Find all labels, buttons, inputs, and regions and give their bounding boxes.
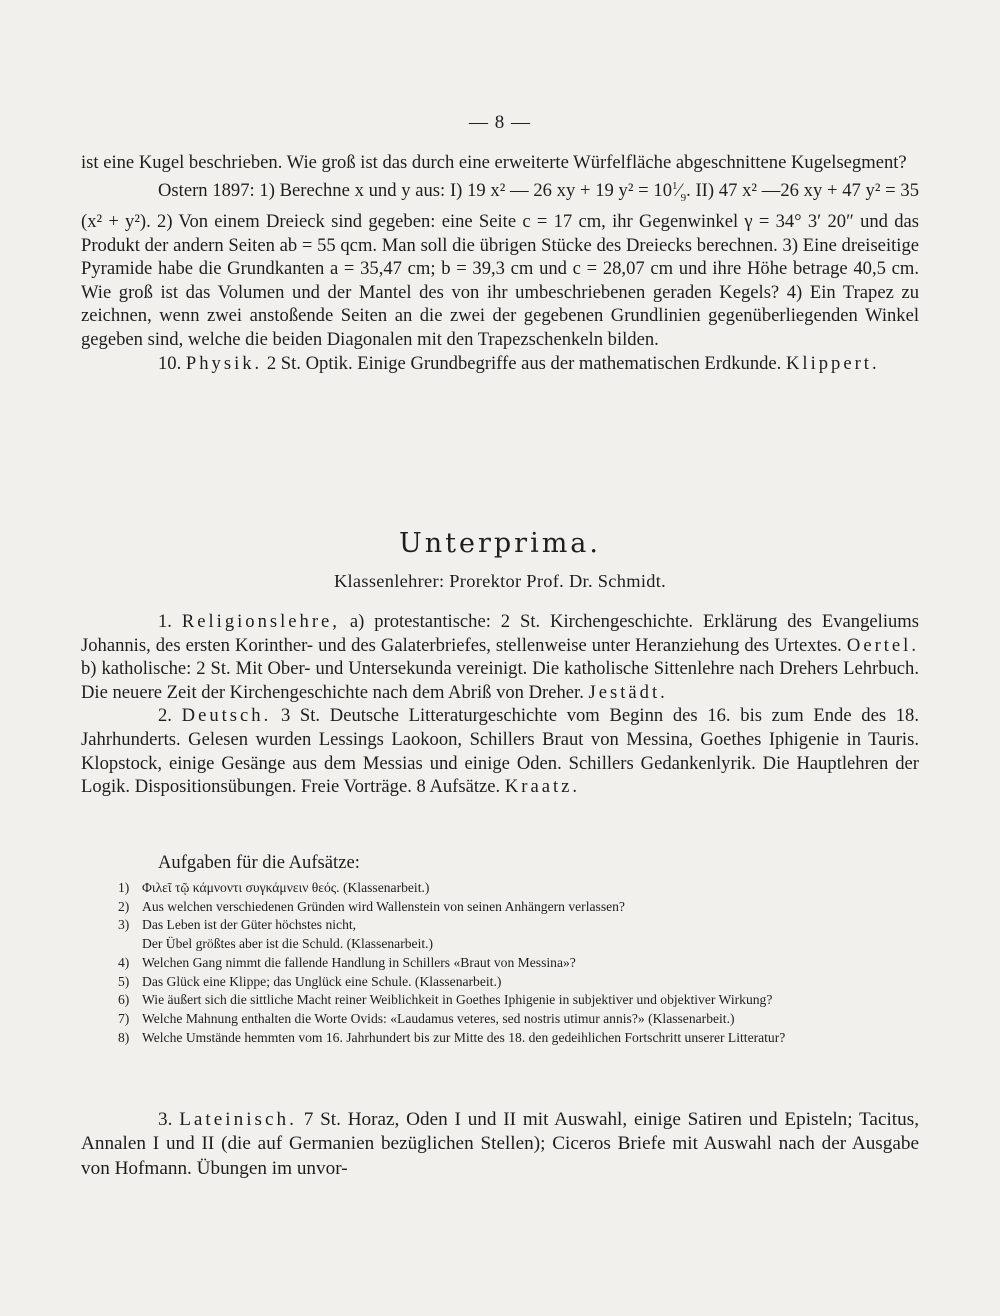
topic-text: Welche Umstände hemmten vom 16. Jahrhundert bis zur Mitte des 18. den gedeihlichen Fortschritt unserer Litteratur? [142, 1029, 786, 1045]
latein-number: 3. [158, 1109, 173, 1130]
topic-item [118, 1029, 918, 1048]
religion-text-a: a) protestantische: 2 St. Kirchengeschichte. Erklärung des Evangeliums Johannis, des ersten Korinther- und des Galaterbriefes, stellenweise unter Heranziehung des Urtextes. [81, 611, 919, 656]
class-teacher-line: Klassenlehrer: Prorektor Prof. Dr. Schmidt. [333, 571, 667, 591]
topic-number: 7) [118, 1010, 130, 1026]
topic-number: 3) [118, 917, 130, 933]
kugel-question: ist eine Kugel beschrieben. Wie groß ist das durch eine erweiterte Würfelfläche abgeschnittene Kugelsegment? [81, 152, 907, 173]
easter-problem-rest: . II) 47 x² —26 xy + 47 y² = 35 (x² + y²). 2) Von einem Dreieck sind gegeben: eine Seite c = 17 cm, ihr Gegenwinkel γ = 34° 3′ 20″ und das Produkt der andern Seiten ab = 55 qcm. Man soll die übrigen Stücke des Dreiecks berechnen. 3) Eine dreiseitige Pyramide habe die Grundkanten a = 35,47 cm; b = 39,3 cm und c = 28,07 cm und ihre Höhe betrage 40,5 cm. Wie groß ist das Volumen und der Mantel des von ihr umbeschriebenen geraden Kegels? 4) Ein Trapez zu zeichnen, wenn zwei anstoßende Seiten an die zwei der gegebenen Grundlinien gegenüberliegenden Winkel gegeben sind, welche die beiden Diagonalen mit den Trapezschenkeln bilden. [81, 179, 919, 351]
religion-subject: Religionslehre, [181, 611, 340, 632]
topic-item [118, 973, 918, 992]
topic-text: Wie äußert sich die sittliche Macht reiner Weiblichkeit in Goethes Iphigenie in subjektiver und objektiver Wirkung? [142, 992, 773, 1008]
deutsch-number: 2. [158, 705, 172, 727]
physik-teacher: Klippert. [786, 352, 880, 374]
topic-item [118, 898, 918, 917]
topic-text: Φιλεῖ τῷ κάμνοντι συγκάμνειν θεός. (Klassenarbeit.) [142, 880, 430, 895]
physik-entry [81, 352, 919, 376]
topic-number: 1) [118, 880, 130, 895]
fraction-denominator: 9 [680, 191, 687, 204]
topic-item [118, 991, 918, 1010]
topic-item [118, 879, 918, 898]
physik-subject: Physik. [185, 352, 263, 374]
topic-text: Welche Mahnung enthalten die Worte Ovids: «Laudamus veteres, sed nostris utimur annis?» (Klassenarbeit.) [142, 1010, 735, 1026]
topic-number: 2) [118, 898, 130, 914]
topic-item [118, 954, 918, 973]
religion-teacher-b: Jestädt. [588, 681, 668, 703]
latein-subject: Lateinisch. [179, 1109, 297, 1130]
mathematics-continuation [81, 151, 919, 375]
religion-entry [81, 610, 919, 704]
aufgaben-heading: Aufgaben für die Aufsätze: [158, 852, 360, 873]
topic-text: Das Glück eine Klippe; das Unglück eine Schule. (Klassenarbeit.) [142, 973, 502, 989]
latein-block [81, 1108, 919, 1181]
topic-text: Das Leben ist der Güter höchstes nicht, [142, 917, 357, 933]
religion-text-b: b) katholische: 2 St. Mit Ober- und Untersekunda vereinigt. Die katholische Sittenlehre nach Drehers Lehrbuch. Die neuere Zeit der Kirchengeschichte nach dem Abriß von Dreher. [81, 658, 919, 703]
topic-number: 4) [118, 954, 130, 970]
fraction-numerator: 1 [672, 179, 678, 192]
topic-text-continuation: Der Übel größtes aber ist die Schuld. (Klassenarbeit.) [142, 936, 434, 952]
subjects-block [81, 610, 919, 799]
religion-number: 1. [158, 611, 172, 632]
topic-item [118, 916, 918, 935]
topic-item [118, 1010, 918, 1029]
deutsch-text: 3 St. Deutsche Litteraturgeschichte vom Beginn des 16. bis zum Ende des 18. Jahrhunderts. Gelesen wurden Lessings Laokoon, Schillers Braut von Messina, Goethes Iphigenie in Tauris. Klopstock, einige Gesänge aus dem Messias und einige Oden. Schillers Gedankenlyrik. Die Hauptlehren der Logik. Dispositionsübungen. Freie Vorträge. 8 Aufsätze. [81, 705, 919, 798]
section-heading: Unterprima. [399, 528, 601, 559]
deutsch-teacher: Kraatz. [504, 776, 581, 798]
topic-text: Welchen Gang nimmt die fallende Handlung in Schillers «Braut von Messina»? [142, 954, 576, 970]
deutsch-subject: Deutsch. [181, 705, 272, 727]
latein-text: 7 St. Horaz, Oden I und II mit Auswahl, einige Satiren und Episteln; Tacitus, Annalen I und II (die auf Germanien bezüglichen Stellen); Ciceros Briefe mit Auswahl nach der Ausgabe von Hofmann. Übungen im unvor- [81, 1109, 919, 1179]
easter-1897-problems: Ostern 1897: 1) Berechne x und y aus: I) 19 x² — 26 xy + 19 $y^2 = 10^1⁄_9$. II) 47 x² —26 xy + 47 y² = 35 (x² + y²). 2) Von einem Dreieck sind gegeben: eine Seite c = 17 cm, ihr Gegenwinkel γ = 34° 3′ 20″ und das Produkt der andern Seiten ab = 55 qcm. Man soll die übrigen Stücke des Dreiecks berechnen. 3) Eine dreiseitige Pyramide habe die Grundkanten a = 35,47 cm; b = 39,3 cm und c = 28,07 cm und ihre Höhe betrage 40,5 cm. Wie groß ist das Volumen und der Mantel des von ihr umbeschriebenen geraden Kegels? 4) Ein Trapez zu zeichnen, wenn zwei anstoßende Seiten an die zwei der gegebenen Grundlinien gegenüberliegenden Winkel gegeben sind, welche die beiden Diagonalen mit den Trapezschenkeln bilden. [81, 179, 919, 351]
page-number: — 8 — [469, 112, 531, 133]
physik-text: 2 St. Optik. Einige Grundbegriffe aus der mathematischen Erdkunde. [266, 352, 782, 374]
topic-text: Aus welchen verschiedenen Gründen wird Wallenstein von seinen Anhängern verlassen? [142, 898, 625, 914]
topic-number: 6) [118, 992, 130, 1008]
easter-problem-text: Ostern 1897: 1) Berechne x und y aus: I) 19 x² — 26 xy + 19 y² = 10 [158, 179, 672, 201]
topic-number: 8) [118, 1029, 130, 1045]
physik-number: 10. [158, 352, 182, 374]
topic-number: 5) [118, 973, 130, 989]
latein-entry [81, 1108, 919, 1181]
essay-topics-list [118, 879, 918, 1047]
deutsch-entry [81, 704, 919, 798]
religion-teacher-a: Oertel. [846, 634, 919, 656]
